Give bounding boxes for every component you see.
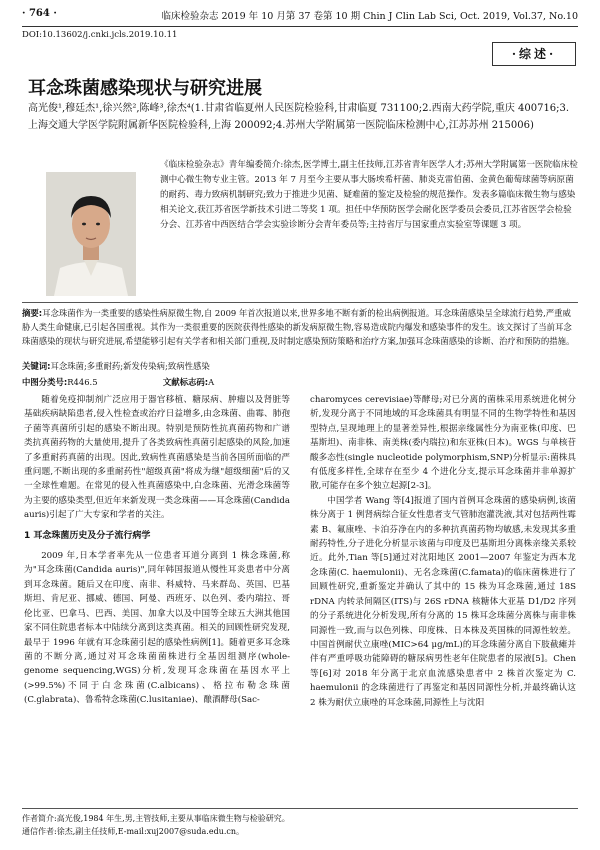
running-header [22, 8, 578, 27]
abstract-label: 摘要: [22, 308, 43, 318]
article-title: 耳念珠菌感染现状与研究进展 [28, 78, 262, 99]
doc-code-label: 文献标志码: [162, 377, 209, 387]
journal-citation: 临床检验杂志 2019 年 10 月第 37 卷第 10 期 Chin J Clin Lab Sci, Oct. 2019, Vol.37, No.10 [161, 11, 578, 22]
clc-label: 中图分类号: [22, 377, 68, 387]
author-affiliations: 高光俊¹,穆廷杰¹,徐兴然²,陈峰³,徐杰⁴(1.甘肃省临夏州人民医院检验科,甘肃临夏 731100;2.西南大药学院,重庆 400716;3.上海交通大学医学院附属新华医院检验科,上海 200092;4.苏州大学附属第一医院临床检测中心,江苏苏州 215006) [28, 103, 570, 131]
classification [22, 376, 578, 388]
divider [22, 302, 578, 303]
body-column-left [24, 393, 290, 708]
paragraph: 中国学者 Wang 等[4]报道了国内首例耳念珠菌的感染病例,该菌株分离于 1 例肾病综合征女性患者支气管肺泡灌洗液,其对包括两性霉素 B、氟康唑、卡泊芬净在内的多种抗真菌药物均敏感,未发现其多重耐药特性,分子进化分析显示该菌与印度及巴基斯坦分离株亲缘关系较近。此外,Tian 等[5]通过对沈阳地区 2001—2007 年鉴定为西本龙念珠菌(C. haemulonii)、无名念珠菌(C.famata)的临床菌株进行了回顾性研究,重新鉴定并确认了其中的 15 株为耳念珠菌,通过 18S rDNA 内转录间隔区(ITS)与 26S rDNA 核糖体大亚基 D1/D2 序列的分子系统进化分析发现,所有分离的 15 株耳念珠菌分离株与南非株同源性一致,而与以色列株、印度株、日本株及英国株的同源性较差。中国首例耐伏立康唑(MIC>64 μg/mL)的耳念珠菌分离自下肢截瘫并伴有严重呼吸功能障碍的糖尿病男性老年住院患者的尿液[5]。Chen 等[6]对 2018 年分离于北京血流感染患者中 2 株首次鉴定为 C. haemulonii 的念珠菌进行了再鉴定和基因同源性分析,并最终确认这 2 株为耐伏立康唑的耳念珠菌,同源性上与沈阳 [310, 495, 576, 708]
page-number: · 764 · [22, 8, 57, 19]
article-type-badge: ·综述· [492, 42, 576, 66]
body-column-right [310, 393, 576, 710]
keywords-text: 耳念珠菌;多重耐药;新发传染病;致病性感染 [50, 361, 210, 371]
doi: DOI:10.13602/j.cnki.jcls.2019.10.11 [22, 30, 178, 40]
author-photo [46, 172, 136, 296]
paragraph: 随着免疫抑制剂广泛应用于器官移植、糖尿病、肿瘤以及肾脏等基础疾病缺陷患者,侵入性检查或治疗日益增多,由念珠菌、曲霉、肺孢子菌等真菌所引起的感染不断出现。特别是预防性抗真菌药物和广谱类抗真菌药物的大量使用,提升了各类致病性真菌引起感染的风险,加速了多重耐药真菌的出现。因此,致病性真菌感染是当前各国所面临的严重问题,不断出现的多重耐药性"超级真菌"将成为继"超级细菌"后的又一全球性难题。在常见的侵入性真菌感染中,白念珠菌、光滑念珠菌等为主要的感染类型,但近年来新发现一类念珠菌——耳念珠菌(Candida auris)引起了广大专家和学者的关注。 [24, 395, 290, 521]
section-heading: 1 耳念珠菌历史及分子流行病学 [24, 530, 151, 541]
keywords-label: 关键词: [22, 361, 51, 371]
corresponding-author: 通信作者:徐杰,副主任技师,E-mail:xuj2007@suda.edu.cn。 [22, 827, 245, 836]
doc-code-value: A [208, 377, 215, 387]
paragraph: charomyces cerevisiae)等酵母;对已分离的菌株采用系统进化树分析,发现分离于不同地域的耳念珠菌具有明显不同的生物学特性和基因型特点,呈现地理上的显著差异性,根据亲缘属性分为南亚株(印度、巴基斯坦)、南非株、南美株(委内瑞拉)和东亚株(日本)。WGS 与单核苷酸多态性(single nucleotide polymorphism,SNP)分析显示:菌株具有低度多样性,全球存在至少 4 个进化分支,提示耳念珠菌并非单源扩散,可能存在多个独立起源[2-3]。 [310, 395, 576, 492]
footnote [22, 808, 578, 838]
author-note: 作者简介:高光俊,1984 年生,男,主管技师,主要从事临床微生物与检验研究。 [22, 814, 290, 823]
abstract-text: 耳念珠菌作为一类重要的感染性病原微生物,自 2009 年首次报道以来,世界多地不断有新的检出病例报道。耳念珠菌感染呈全球流行趋势,严重威胁人类生命健康,已引起各国重视。其作为一类很重要的医院获得性感染的新发病原微生物,容易造成院内爆发和感染事件的发生。该文探讨了当前耳念珠菌感染的现状与研究进展,希望能够引起有关学者和相关部门重视,及时制定感染预防策略和治疗方案,加强耳念珠菌感染的诊断、治疗和预防的措施。 [22, 308, 575, 346]
clc-value: R446.5 [67, 377, 98, 387]
paragraph: 2009 年,日本学者率先从一位患者耳道分离到 1 株念珠菌,称为"耳念珠菌(Candida auris)",同年韩国报道从慢性耳炎患者中分离到耳念珠菌。随后又在印度、南非、科威特、马来群岛、英国、巴基斯坦、肯尼亚、挪威、德国、阿曼、西班牙、以色列、委内瑞拉、哥伦比亚、巴拿马、巴西、美国、加拿大以及中国等全球五大洲其他国家不同住院患者标本中陆续分离到这类真菌。相关的回顾性研究发现,最早于 1996 年就有耳念珠菌引起的感染性病例[1]。随着更多耳念珠菌的不断分离,通过对耳念珠菌菌株进行全基因组测序(whole-genome sequencing,WGS)分析,发现耳念珠菌在基因水平上(>99.5%)不同于白念珠菌(C.albicans)、格拉布勒念珠菌(C.glabrata)、鲁希特念珠菌(C.lusitaniae)、酿酒酵母(Sac- [24, 551, 290, 706]
keywords [22, 360, 578, 372]
abstract [22, 306, 578, 348]
editor-bio: 《临床检验杂志》青年编委简介:徐杰,医学博士,副主任技师,江苏省青年医学人才;苏州大学附属第一医院临床检测中心微生物专业主管。2013 年 7 月至今主要从事大肠埃希杆菌、肺炎克雷伯菌、金黄色葡萄球菌等病原菌的耐药、毒力致病机制研究;致力于推进少见菌、疑难菌的鉴定及检验的规范操作。发表多篇临床微生物与感染相关论文,获江苏省医学新技术引进二等奖 1 项。担任中华预防医学会耐化医学委员会委员,江苏省医学会检验分会、江苏省中西医结合学会实验诊断分会青年委员等;主持省厅与国家重点实验室等课题 3 项。 [160, 160, 578, 230]
